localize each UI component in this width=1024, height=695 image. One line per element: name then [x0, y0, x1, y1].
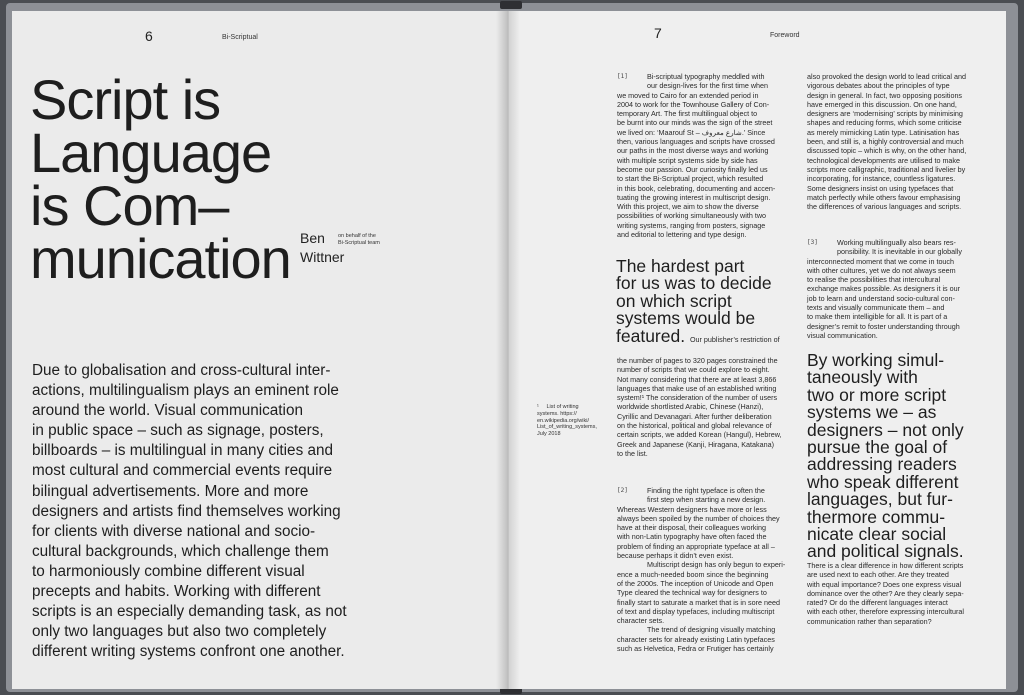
body-line: exchange makes possible. As designers it is our: [807, 284, 961, 294]
pull-quote-line: thermore commu-: [807, 506, 946, 527]
pull-quote-line: taneously with: [807, 367, 918, 388]
body-line: our paths in the most diverse ways and working: [617, 146, 769, 156]
footnote-line: en.wikipedia.org/wiki/: [537, 417, 589, 424]
body-line: the differences of various languages and scripts.: [807, 202, 962, 212]
intro-line: different writing systems confront one another.: [32, 643, 345, 661]
body-line: temporary Art. The first multilingual object to: [617, 109, 758, 119]
body-line: also provoked the design world to lead critical and: [807, 72, 967, 81]
body-line: Not many considering that there are at least 3,866: [617, 374, 777, 384]
pull-quote-line: and political signals.: [807, 541, 964, 562]
title-line: munication: [30, 227, 291, 290]
body-line: we moved to Cairo for an extended period in: [617, 90, 759, 100]
left-page: [12, 11, 508, 689]
title-line: Script is: [30, 68, 221, 131]
section-1-text: [617, 72, 809, 239]
section-3-text: [807, 238, 999, 340]
body-line: discussed topic – which is why, on the other hand,: [807, 146, 967, 156]
body-line: with multiple script systems side by side has: [617, 155, 758, 165]
intro-paragraph: [32, 361, 502, 662]
body-line: we lived on: ‘Maarouf St – شارع معروف.’ Since: [617, 127, 766, 137]
author-name-line: Ben: [300, 230, 325, 246]
pull-quote-2: [807, 352, 1003, 561]
pull-quote-line: languages, but fur-: [807, 489, 953, 510]
section-marker: [1]: [617, 73, 628, 80]
intro-line: bilingual advertisements. More and more: [32, 482, 309, 500]
body-line: problem of finding an appropriate typeface at all –: [617, 541, 775, 551]
body-line: Multiscript design has only begun to experi-: [647, 560, 786, 570]
body-line: Greek and Japanese (Kanji, Hiragana, Katakana): [617, 439, 775, 449]
intro-line: actions, multilingualism plays an eminent role: [32, 382, 339, 400]
intro-line: in public space – such as signage, posters,: [32, 422, 324, 440]
footnote-marker: ¹: [537, 404, 539, 410]
body-line: then, various languages and scripts have crossed: [617, 137, 775, 147]
body-line: system!¹ The consideration of the number of users: [617, 393, 778, 403]
body-line: to the list.: [617, 448, 648, 458]
column-2-text: [807, 72, 999, 211]
body-line: dominance over the other? Are they clearly sepa-: [807, 588, 964, 598]
intro-line: Due to globalisation and cross-cultural inter-: [32, 362, 331, 379]
pull-quote-line: By working simul-: [807, 350, 945, 370]
body-line: as merely mimicking Latin type. Latinisation has: [807, 127, 960, 137]
footnote-line: July 2018: [537, 431, 561, 438]
body-line: with each other, therefore expressing intercultural: [807, 607, 965, 617]
body-line: on the historical, political and global relevance of: [617, 421, 772, 431]
body-line: Cyrillic and Devanagari. After further deliberation: [617, 411, 772, 421]
intro-line: designers and artists find themselves working: [32, 502, 341, 520]
body-line: character sets for already existing Latin typefaces: [617, 634, 775, 644]
author-note-line: Bi-Scriptual team: [338, 240, 380, 246]
running-head: Foreword: [770, 32, 800, 39]
body-line: of the 2000s. The inception of Unicode and Open: [617, 578, 774, 588]
pull-quote-line: pursue the goal of: [807, 437, 948, 458]
body-line: worldwide shortlisted Arabic, Chinese (Hanzi),: [617, 402, 764, 412]
article-title: [30, 68, 291, 290]
body-line: visual communication.: [807, 330, 878, 340]
body-line: writing systems, ranging from posters, signage: [617, 220, 766, 230]
body-line: ponsibility. It is inevitable in our globally: [837, 247, 962, 257]
intro-line: most cultural and commercial events require: [32, 462, 333, 480]
intro-line: only two languages but also two completely: [32, 623, 327, 641]
body-line: to realise the possibilities that intercultural: [807, 275, 941, 285]
body-line: 2004 to work for the Townhouse Gallery of Con-: [617, 99, 770, 109]
body-line: in this book, celebrating, documenting and accen-: [617, 183, 776, 193]
pull-quote-line: two or more script: [807, 384, 947, 405]
body-line: the number of pages to 320 pages constrained the: [617, 356, 778, 365]
footnote-line: List_of_writing_systems,: [537, 424, 597, 431]
body-line: Our publisher’s restriction of: [689, 334, 780, 344]
body-line: job to learn and understand socio-cultural con-: [807, 293, 955, 303]
body-line: our design-lives for the first time when: [647, 81, 769, 91]
body-line: have emerged in this discussion. On one hand,: [807, 99, 957, 109]
author-name-line: Wittner: [300, 249, 345, 265]
body-line: interconnected moment that we come in touch: [807, 256, 955, 266]
author-note: [338, 233, 380, 247]
intro-line: precepts and habits. Working with different: [32, 583, 321, 601]
pull-quote-line: designers – not only: [807, 419, 964, 440]
section-2-text: [617, 486, 809, 653]
pull-quote-line: addressing readers: [807, 454, 957, 475]
pull-quote-line: on which script: [616, 290, 732, 311]
body-line: design in general. In fact, two opposing positions: [807, 90, 963, 100]
body-line: The trend of designing visually matching: [647, 625, 776, 635]
body-line: There is a clear difference in how different scripts: [807, 561, 964, 570]
footnote-line: systems. https://: [537, 410, 577, 417]
body-line: designer’s remit to foster understanding through: [807, 321, 960, 331]
body-line: with non-Latin typography have often faced the: [617, 532, 767, 542]
body-line: Bi-scriptual typography meddled with: [647, 72, 765, 81]
body-line: first step when starting a new design.: [647, 495, 766, 505]
body-line: shapes and reducing forms, which some criticise: [807, 118, 962, 128]
body-line: rated? Or do the different languages interact: [807, 598, 948, 608]
intro-line: billboards – is multilingual in many cities and: [32, 442, 333, 460]
body-line: character sets.: [617, 616, 665, 626]
body-line: to start the Bi-Scriptual project, which resulted: [617, 174, 764, 184]
right-page: [508, 11, 1006, 689]
body-line: become our passion. Our curiosity finally led us: [617, 164, 768, 174]
body-line: Some designers insist on using typefaces that: [807, 183, 954, 193]
body-line: ence a much-needed boom since the beginning: [617, 569, 769, 579]
body-line: communication rather than separation?: [807, 616, 932, 626]
intro-line: scripts is an especially demanding task, as not: [32, 603, 347, 621]
body-line: Whereas Western designers have more or less: [617, 504, 767, 514]
pull-quote-line: for us was to decide: [616, 273, 772, 294]
body-line: languages that make use of an established writing: [617, 383, 777, 393]
intro-line: to harmoniously combine different visual: [32, 562, 305, 580]
body-line: Finding the right typeface is often the: [647, 486, 765, 495]
title-line: Language: [30, 121, 272, 184]
body-line: such as Helvetica, Fedra or Frutiger has certainly: [617, 644, 774, 654]
body-line: incorporating, for instance, countless ligatures.: [807, 174, 956, 184]
body-line: match perfectly while others favour emphasising: [807, 192, 961, 202]
title-line: is Com–: [30, 174, 229, 237]
intro-line: for clients with diverse national and socio-: [32, 522, 316, 540]
intro-line: cultural backgrounds, which challenge them: [32, 542, 329, 560]
body-line: Working multilingually also bears res-: [837, 238, 956, 247]
footnote-line: List of writing: [546, 404, 579, 410]
body-line: technological developments are utilised to make: [807, 155, 961, 165]
body-line: because perhaps it didn’t even exist.: [617, 551, 734, 561]
section-marker: [3]: [807, 239, 818, 246]
pull-quote-line: nicate clear social: [807, 524, 947, 545]
running-head: Bi-Scriptual: [222, 34, 258, 41]
pull-quote-line: The hardest part: [616, 256, 745, 276]
pull-quote-line: who speak different: [807, 471, 959, 492]
intro-line: around the world. Visual communication: [32, 402, 303, 420]
body-line: always been spoiled by the number of choices they: [617, 513, 780, 523]
body-line: tuating the growing interest in multiscript design.: [617, 192, 771, 202]
section-marker: [2]: [617, 487, 628, 494]
closing-text: [807, 561, 999, 626]
body-line: been, and still is, a highly controversial and much: [807, 137, 964, 147]
pull-quote-line: featured.: [616, 325, 686, 346]
pull-quote-line: systems we – as: [807, 402, 937, 423]
body-line: possibilities of working simultaneously with two: [617, 211, 767, 221]
body-line: vigorous debates about the principles of type: [807, 81, 950, 91]
body-line: With this project, we aim to show the diverse: [617, 202, 759, 212]
body-line: and editorial to lettering and type design.: [617, 230, 747, 240]
body-line: certain scripts, we added Korean (Hangul), Hebrew,: [617, 430, 782, 440]
binding-clip: [500, 1, 522, 9]
body-line: texts and visually communicate them – and: [807, 303, 945, 313]
author-note-line: on behalf of the: [338, 233, 376, 239]
footnote: [537, 404, 612, 438]
body-line: are used next to each other. Are they treated: [807, 570, 949, 580]
pull-quote-1-continuation: [617, 356, 809, 458]
body-line: be burnt into our minds was the sign of the street: [617, 118, 773, 128]
body-line: number of scripts that we could explore to eight.: [617, 365, 770, 375]
body-line: with equal importance? Does one express visual: [807, 579, 962, 589]
pull-quote-1: [616, 258, 816, 345]
body-line: scripts more calligraphic, traditional and livelier by: [807, 164, 966, 174]
body-line: designers are ‘modernising’ scripts by minimising: [807, 109, 963, 119]
body-line: with other cultures, yet we do not always seem: [807, 265, 956, 275]
body-line: to make them intelligible for all. It is part of a: [807, 312, 948, 322]
body-line: of text and display typefaces, including multiscript: [617, 606, 775, 616]
pull-quote-line: systems would be: [616, 308, 756, 329]
body-line: have at their disposal, their colleagues working: [617, 523, 767, 533]
page-number: 6: [145, 28, 153, 44]
body-line: Type cleared the technical way for designers to: [617, 588, 767, 598]
body-line: finally start to saturate a market that is in sore need: [617, 597, 780, 607]
pull-quote-last-line: [616, 325, 816, 346]
page-number: 7: [654, 25, 662, 41]
